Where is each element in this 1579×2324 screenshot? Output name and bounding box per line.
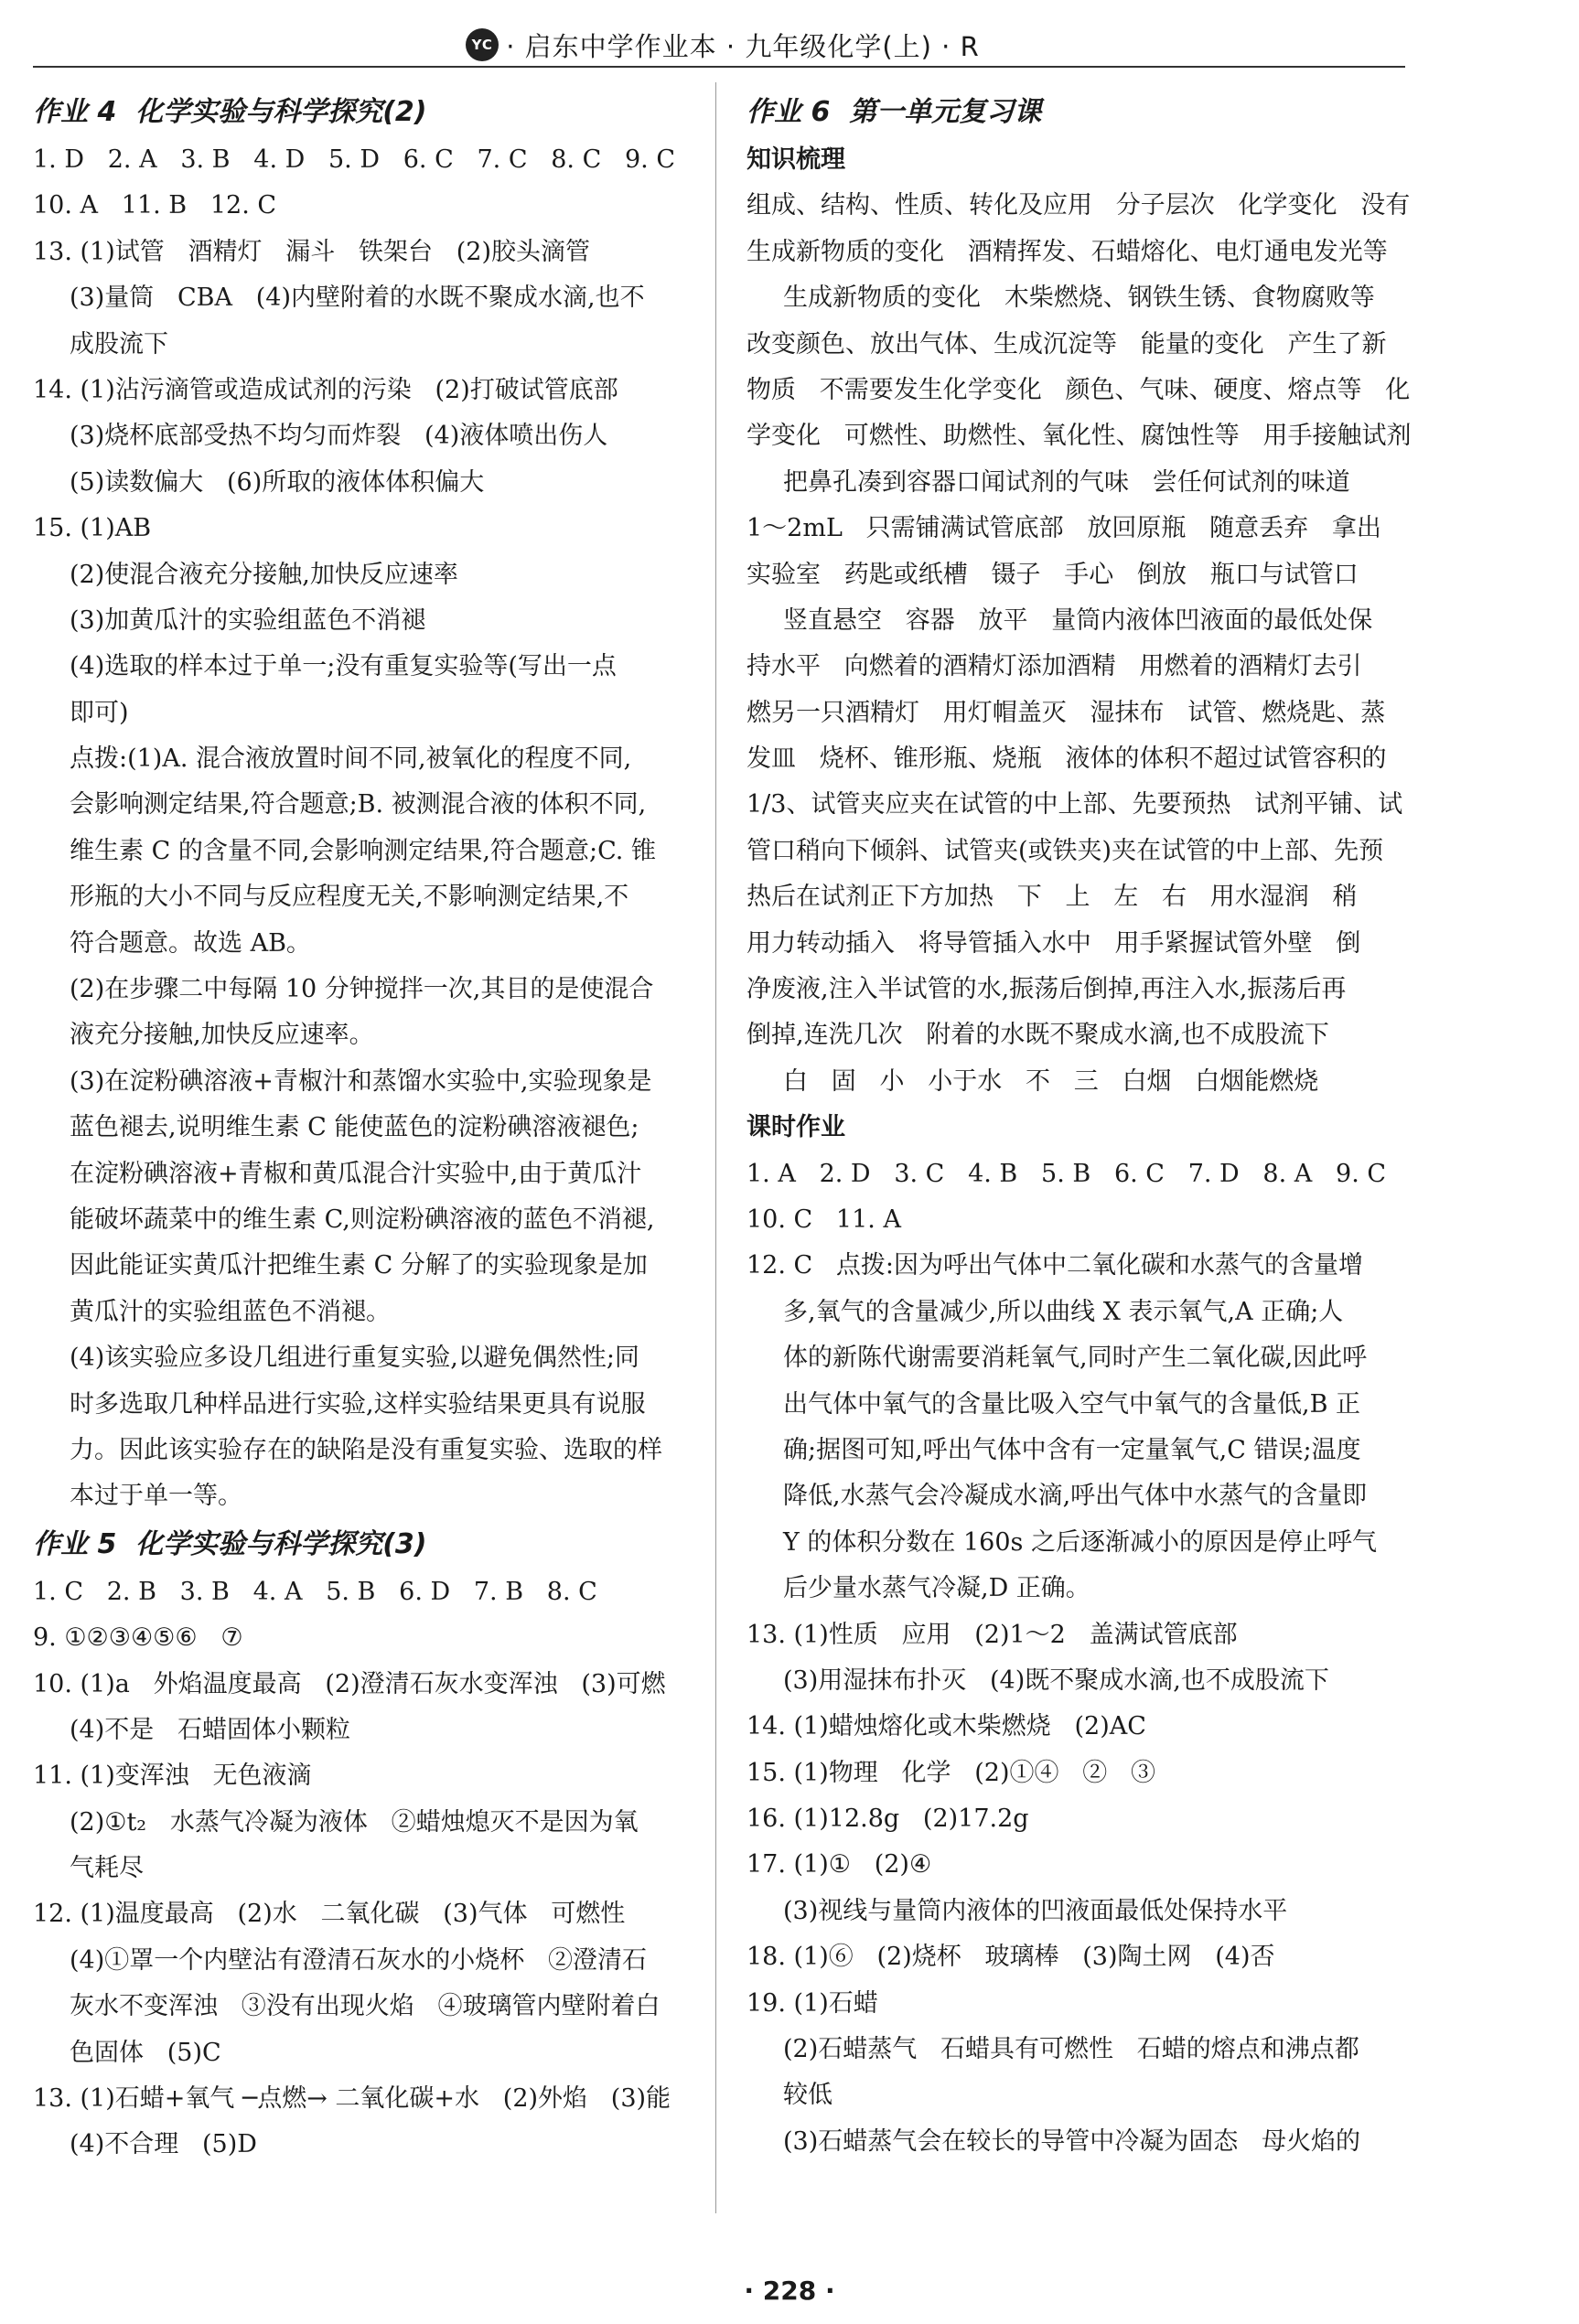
answer-line: 14. (1)蜡烛熔化或木柴燃烧 (2)AC [747,1712,1146,1741]
answer-line: 气耗尽 [70,1854,144,1883]
answer-line: 19. (1)石蜡 [747,1988,878,2018]
section-title: 作业 6 第一单元复习课 [747,96,1042,128]
answer-line: 竖直悬空 容器 放平 量筒内液体凹液面的最低处保 [783,605,1373,635]
answer-line: 力。因此该实验存在的缺陷是没有重复实验、选取的样 [70,1435,662,1464]
answer-line: 1. C 2. B 3. B 4. A 5. B 6. D 7. B 8. C [33,1577,597,1606]
answer-line: 能破坏蔬菜中的维生素 C,则淀粉碘溶液的蓝色不消褪, [70,1205,655,1234]
answer-line: 发皿 烧杯、锥形瓶、烧瓶 液体的体积不超过试管容积的 [747,744,1387,774]
answer-line: 16. (1)12.8g (2)17.2g [747,1805,1029,1834]
answer-line: 成股流下 [70,329,168,359]
answer-line: (4)选取的样本过于单一;没有重复实验等(写出一点 [70,652,617,681]
answer-line: (3)用湿抹布扑灭 (4)既不聚成水滴,也不成股流下 [783,1665,1329,1695]
answer-line: 体的新陈代谢需要消耗氧气,同时产生二氧化碳,因此呼 [783,1344,1368,1373]
answer-line: 15. (1)AB [33,514,152,543]
answer-line: (4)①罩一个内壁沾有澄清石灰水的小烧杯 ②澄清石 [70,1945,647,1975]
answer-line: 较低 [783,2081,832,2110]
answer-line: (2)在步骤二中每隔 10 分钟搅拌一次,其目的是使混合 [70,975,654,1004]
answer-line: 生成新物质的变化 酒精挥发、石蜡熔化、电灯通电发光等 [747,237,1388,266]
answer-line: 1. D 2. A 3. B 4. D 5. D 6. C 7. C 8. C 9. C [33,145,675,174]
column-divider [715,82,716,2213]
answer-line: 10. A 11. B 12. C [33,191,277,220]
answer-line: 12. C 点拨:因为呼出气体中二氧化碳和水蒸气的含量增 [747,1251,1364,1280]
answer-line: 物质 不需要发生化学变化 颜色、气味、硬度、熔点等 化 [747,375,1411,404]
answer-line: 热后在试剂正下方加热 下 上 左 右 用水湿润 稍 [747,883,1358,912]
answer-line: 13. (1)试管 酒精灯 漏斗 铁架台 (2)胶头滴管 [33,237,591,266]
answer-line: 确;据图可知,呼出气体中含有一定量氧气,C 错误;温度 [783,1435,1361,1464]
answer-line: 液充分接触,加快反应速率。 [70,1021,374,1050]
answer-line: 13. (1)石蜡+氧气 ─点燃→ 二氧化碳+水 (2)外焰 (3)能 [33,2084,671,2114]
answer-line: 会影响测定结果,符合题意;B. 被测混合液的体积不同, [70,790,647,819]
answer-line: 18. (1)⑥ (2)烧杯 玻璃棒 (3)陶土网 (4)否 [747,1943,1275,1972]
answer-line: 1～2mL 只需铺满试管底部 放回原瓶 随意丢弃 拿出 [747,514,1381,543]
answer-line: 10. C 11. A [747,1205,901,1234]
answer-line: (3)视线与量筒内液体的凹液面最低处保持水平 [783,1896,1288,1925]
answer-line: 实验室 药匙或纸槽 镊子 手心 倒放 瓶口与试管口 [747,560,1359,589]
answer-line: 用力转动插入 将导管插入水中 用手紧握试管外壁 倒 [747,928,1361,958]
answer-line: 改变颜色、放出气体、生成沉淀等 能量的变化 产生了新 [747,329,1387,359]
answer-line: 符合题意。故选 AB。 [70,928,311,958]
publisher-logo-icon: YC [466,28,499,61]
answer-line: (4)不是 石蜡固体小颗粒 [70,1715,350,1744]
answer-line: 点拨:(1)A. 混合液放置时间不同,被氧化的程度不同, [70,744,632,774]
answer-line: 本过于单一等。 [70,1482,242,1511]
subsection-title: 知识梳理 [747,145,845,174]
answer-line: 把鼻孔凑到容器口闻试剂的气味 尝任何试剂的味道 [783,467,1350,497]
answer-line: (4)该实验应多设几组进行重复实验,以避免偶然性;同 [70,1344,639,1373]
answer-line: 17. (1)① (2)④ [747,1850,932,1880]
book-title: · 启东中学作业本 · 九年级化学(上) · R [506,30,980,62]
answer-line: 出气体中氧气的含量比吸入空气中氧气的含量低,B 正 [783,1389,1361,1419]
answer-line: 15. (1)物理 化学 (2)①④ ② ③ [747,1758,1156,1787]
answer-line: 1/3、试管夹应夹在试管的中上部、先要预热 试剂平铺、试 [747,790,1403,819]
answer-line: 维生素 C 的含量不同,会影响测定结果,符合题意;C. 锥 [70,836,656,865]
section-title: 作业 4 化学实验与科学探究(2) [33,96,427,128]
answer-line: (3)加黄瓜汁的实验组蓝色不消褪 [70,605,426,635]
answer-line: Y 的体积分数在 160s 之后逐渐减小的原因是停止呼气 [783,1527,1377,1557]
answer-line: 倒掉,连洗几次 附着的水既不聚成水滴,也不成股流下 [747,1021,1329,1050]
answer-line: 灰水不变浑浊 ③没有出现火焰 ④玻璃管内壁附着白 [70,1992,661,2021]
answer-line: 9. ①②③④⑤⑥ ⑦ [33,1623,243,1653]
answer-line: 蓝色褪去,说明维生素 C 能使蓝色的淀粉碘溶液褪色; [70,1113,639,1142]
answer-line: (3)量筒 CBA (4)内壁附着的水既不聚成水滴,也不 [70,284,645,313]
left-column [33,88,701,2169]
answer-line: 降低,水蒸气会冷凝成水滴,呼出气体中水蒸气的含量即 [783,1482,1368,1511]
answer-line: 多,氧气的含量减少,所以曲线 X 表示氧气,A 正确;人 [783,1297,1344,1326]
right-column [747,88,1414,2165]
answer-line: (3)在淀粉碘溶液+青椒汁和蒸馏水实验中,实验现象是 [70,1066,652,1096]
answer-line: 黄瓜汁的实验组蓝色不消褪。 [70,1297,391,1326]
answer-line: 后少量水蒸气冷凝,D 正确。 [783,1574,1090,1603]
section-title: 作业 5 化学实验与科学探究(3) [33,1527,427,1560]
answer-line: 白 固 小 小于水 不 三 白烟 白烟能燃烧 [783,1066,1319,1096]
answer-line: (2)使混合液充分接触,加快反应速率 [70,560,458,589]
page-header [37,26,1409,64]
answer-line: (3)石蜡蒸气会在较长的导管中冷凝为固态 母火焰的 [783,2126,1360,2156]
answer-line: 13. (1)性质 应用 (2)1～2 盖满试管底部 [747,1620,1238,1649]
answer-line: 在淀粉碘溶液+青椒和黄瓜混合汁实验中,由于黄瓜汁 [70,1159,642,1188]
answer-line: 时多选取几种样品进行实验,这样实验结果更具有说服 [70,1389,646,1419]
answer-line: 管口稍向下倾斜、试管夹(或铁夹)夹在试管的中上部、先预 [747,836,1384,865]
answer-line: (2)①t₂ 水蒸气冷凝为液体 ②蜡烛熄灭不是因为氧 [70,1807,639,1837]
answer-line: (4)不合理 (5)D [70,2130,257,2159]
answer-line: 持水平 向燃着的酒精灯添加酒精 用燃着的酒精灯去引 [747,652,1362,681]
answer-line: (2)石蜡蒸气 石蜡具有可燃性 石蜡的熔点和沸点都 [783,2035,1359,2064]
answer-line: 组成、结构、性质、转化及应用 分子层次 化学变化 没有 [747,191,1411,220]
page-number: · 228 · [744,2276,835,2306]
answer-line: (3)烧杯底部受热不均匀而炸裂 (4)液体喷出伤人 [70,422,608,451]
answer-line: 12. (1)温度最高 (2)水 二氧化碳 (3)气体 可燃性 [33,1900,626,1929]
answer-line: 14. (1)沾污滴管或造成试剂的污染 (2)打破试管底部 [33,375,618,404]
answer-line: 1. A 2. D 3. C 4. B 5. B 6. C 7. D 8. A 9. C [747,1159,1387,1188]
answer-line: 学变化 可燃性、助燃性、氧化性、腐蚀性等 用手接触试剂 [747,422,1412,451]
answer-line: 燃另一只酒精灯 用灯帽盖灭 湿抹布 试管、燃烧匙、蒸 [747,698,1386,727]
header-divider [33,66,1405,68]
answer-line: 生成新物质的变化 木柴燃烧、钢铁生锈、食物腐败等 [783,284,1375,313]
answer-line: 即可) [70,698,129,727]
subsection-title: 课时作业 [747,1113,845,1142]
answer-line: 11. (1)变浑浊 无色液滴 [33,1762,312,1791]
answer-line: 10. (1)a 外焰温度最高 (2)澄清石灰水变浑浊 (3)可燃 [33,1669,666,1698]
answer-line: 色固体 (5)C [70,2038,221,2067]
answer-line: 净废液,注入半试管的水,振荡后倒掉,再注入水,振荡后再 [747,975,1347,1004]
answer-line: 形瓶的大小不同与反应程度无关,不影响测定结果,不 [70,883,629,912]
answer-line: 因此能证实黄瓜汁把维生素 C 分解了的实验现象是加 [70,1251,648,1280]
answer-line: (5)读数偏大 (6)所取的液体体积偏大 [70,467,485,497]
